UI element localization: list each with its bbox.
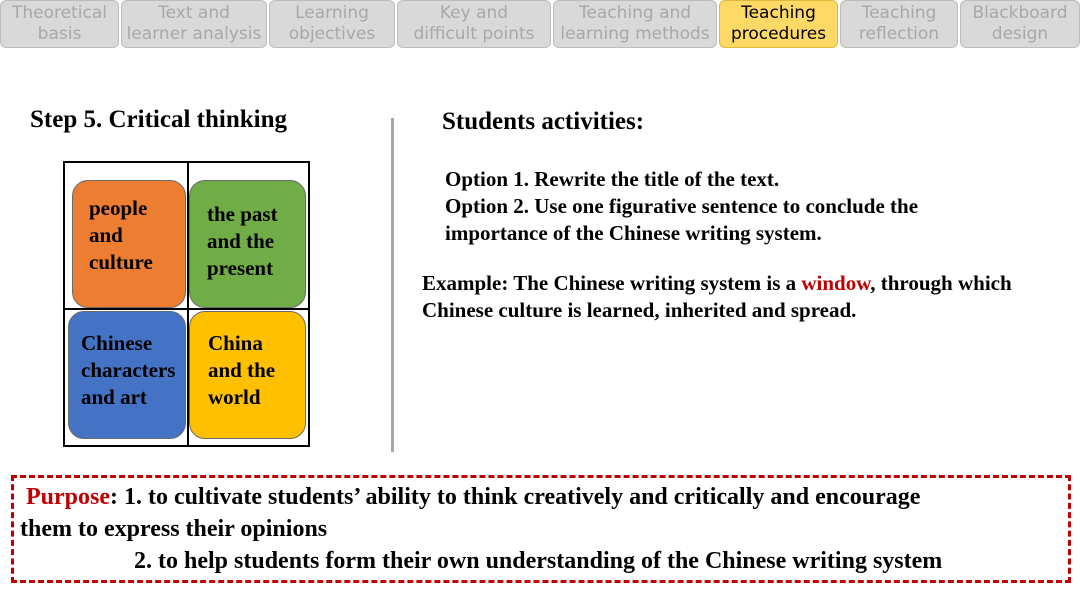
tab-theoretical-basis[interactable]: Theoretical basis bbox=[0, 0, 119, 48]
tab-teaching-learning-methods[interactable]: Teaching and learning methods bbox=[553, 0, 717, 48]
option-2-line-1: Option 2. Use one figurative sentence to conclude the bbox=[445, 194, 919, 218]
theme-cell-characters-art: Chinese characters and art bbox=[68, 311, 186, 439]
tab-teaching-procedures[interactable]: Teaching procedures bbox=[719, 0, 838, 48]
tab-text-learner-analysis[interactable]: Text and learner analysis bbox=[121, 0, 267, 48]
grid-divider-horizontal bbox=[65, 308, 308, 310]
theme-grid bbox=[63, 161, 310, 447]
tab-key-difficult-points[interactable]: Key and difficult points bbox=[397, 0, 551, 48]
purpose-line-1 bbox=[20, 481, 1060, 513]
theme-cell-past-present: the past and the present bbox=[189, 180, 306, 308]
activities-title: Students activities: bbox=[442, 108, 645, 135]
purpose-point-1a: 1. to cultivate students’ ability to think creatively and critically and encourage bbox=[124, 484, 921, 510]
purpose-point-1b: them to express their opinions bbox=[20, 516, 328, 542]
option-2-line-2: importance of the Chinese writing system. bbox=[445, 221, 822, 245]
theme-cell-china-world: China and the world bbox=[189, 311, 306, 439]
section-nav bbox=[0, 0, 1080, 48]
theme-cell-people-culture: people and culture bbox=[72, 180, 186, 308]
tab-blackboard-design[interactable]: Blackboard design bbox=[960, 0, 1080, 48]
activity-options bbox=[445, 166, 918, 247]
option-1: Option 1. Rewrite the title of the text. bbox=[445, 167, 780, 191]
tab-learning-objectives[interactable]: Learning objectives bbox=[269, 0, 395, 48]
example-prefix: Example: The Chinese writing system is a bbox=[422, 271, 802, 295]
example-sentence bbox=[422, 270, 1042, 324]
column-divider bbox=[391, 118, 394, 452]
example-suffix: , through which Chinese culture is learned, inherited and spread. bbox=[422, 271, 1012, 322]
purpose-separator: : bbox=[110, 484, 124, 510]
purpose-point-2: 2. to help students form their own understanding of the Chinese writing system bbox=[134, 548, 943, 574]
purpose-text bbox=[20, 481, 1060, 577]
purpose-label: Purpose bbox=[26, 484, 110, 510]
tab-teaching-reflection[interactable]: Teaching reflection bbox=[840, 0, 958, 48]
step-title: Step 5. Critical thinking bbox=[30, 106, 287, 133]
example-highlight: window bbox=[801, 271, 871, 295]
